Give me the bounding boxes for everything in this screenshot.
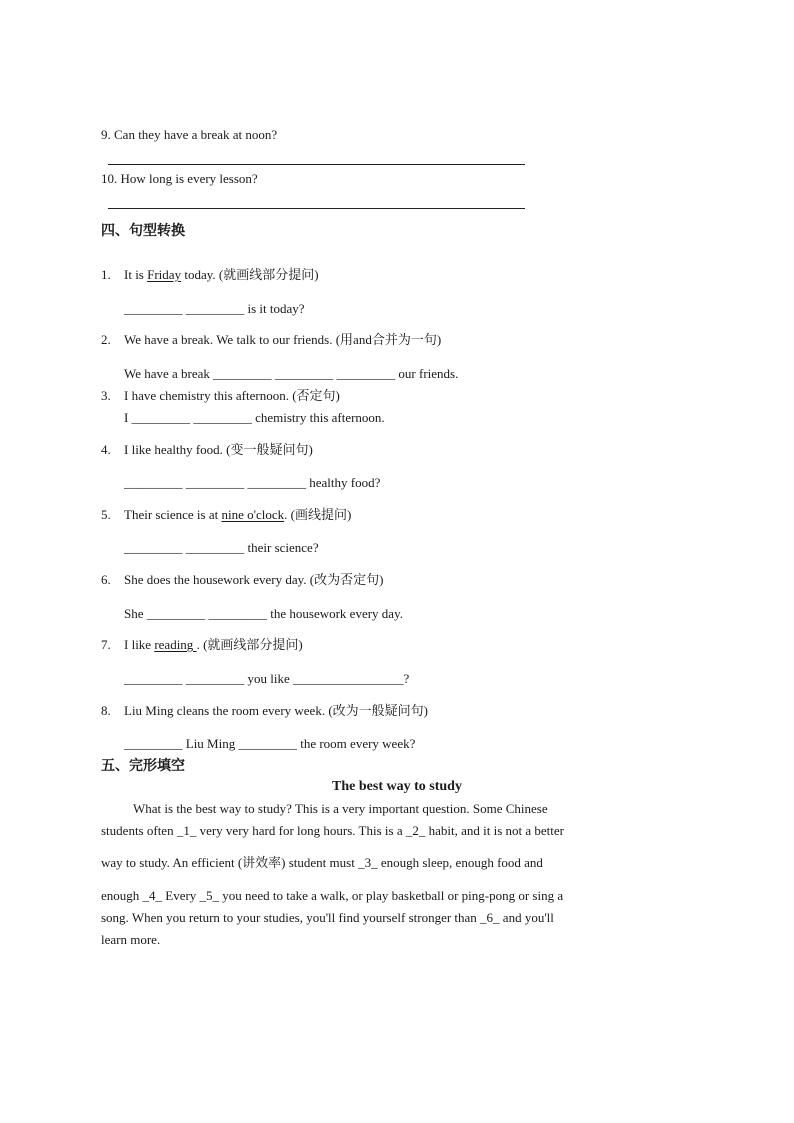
question-9: 9. Can they have a break at noon? (101, 127, 278, 142)
passage-line-3: way to study. An efficient (讲效率) student must _3_ enough sleep, enough food and (101, 855, 543, 870)
item-7-prompt: I like reading . (就画线部分提问) (124, 637, 303, 652)
section-5-heading: 五、完形填空 (101, 758, 185, 774)
item-6-number: 6. (101, 572, 111, 587)
item-3-answer[interactable]: I _________ _________ chemistry this afternoon. (124, 410, 385, 425)
item-3-prompt: I have chemistry this afternoon. (否定句) (124, 388, 340, 403)
item-4-number: 4. (101, 442, 111, 457)
item-2-prompt: We have a break. We talk to our friends. (用and合并为一句) (124, 332, 442, 347)
answer-line-10[interactable] (108, 208, 525, 209)
answer-line-9[interactable] (108, 164, 525, 165)
item-1-prompt: It is Friday today. (就画线部分提问) (124, 267, 319, 282)
underlined-word: Friday (147, 267, 182, 282)
item-5-number: 5. (101, 507, 111, 522)
underlined-word: nine o'clock (221, 507, 285, 522)
question-10: 10. How long is every lesson? (101, 171, 258, 186)
item-5-answer[interactable]: _________ _________ their science? (124, 540, 319, 555)
underlined-word: reading (154, 637, 197, 652)
passage-title: The best way to study (332, 779, 462, 794)
item-4-answer[interactable]: _________ _________ _________ healthy food? (124, 475, 381, 490)
item-8-answer[interactable]: _________ Liu Ming _________ the room every week? (124, 736, 416, 751)
item-2-answer[interactable]: We have a break _________ _________ _________ our friends. (124, 366, 459, 381)
item-1-answer[interactable]: _________ _________ is it today? (124, 301, 305, 316)
section-4-heading: 四、句型转换 (101, 223, 185, 239)
item-1-number: 1. (101, 267, 111, 282)
item-3-number: 3. (101, 388, 111, 403)
passage-line-5: song. When you return to your studies, you'll find yourself stronger than _6_ and you'll (101, 910, 554, 925)
passage-line-4: enough _4_ Every _5_ you need to take a walk, or play basketball or ping-pong or sing a (101, 888, 564, 903)
item-7-number: 7. (101, 637, 111, 652)
item-2-number: 2. (101, 332, 111, 347)
item-5-prompt: Their science is at nine o'clock. (画线提问) (124, 507, 352, 522)
item-8-prompt: Liu Ming cleans the room every week. (改为一般疑问句) (124, 703, 428, 718)
item-7-answer[interactable]: _________ _________ you like _________________? (124, 671, 410, 686)
item-8-number: 8. (101, 703, 111, 718)
item-4-prompt: I like healthy food. (变一般疑问句) (124, 442, 313, 457)
item-6-prompt: She does the housework every day. (改为否定句) (124, 572, 384, 587)
passage-line-6: learn more. (101, 932, 161, 947)
item-6-answer[interactable]: She _________ _________ the housework every day. (124, 606, 403, 621)
passage-line-1: What is the best way to study? This is a very important question. Some Chinese (133, 801, 548, 816)
passage-line-2: students often _1_ very very hard for long hours. This is a _2_ habit, and it is not a better (101, 823, 564, 838)
